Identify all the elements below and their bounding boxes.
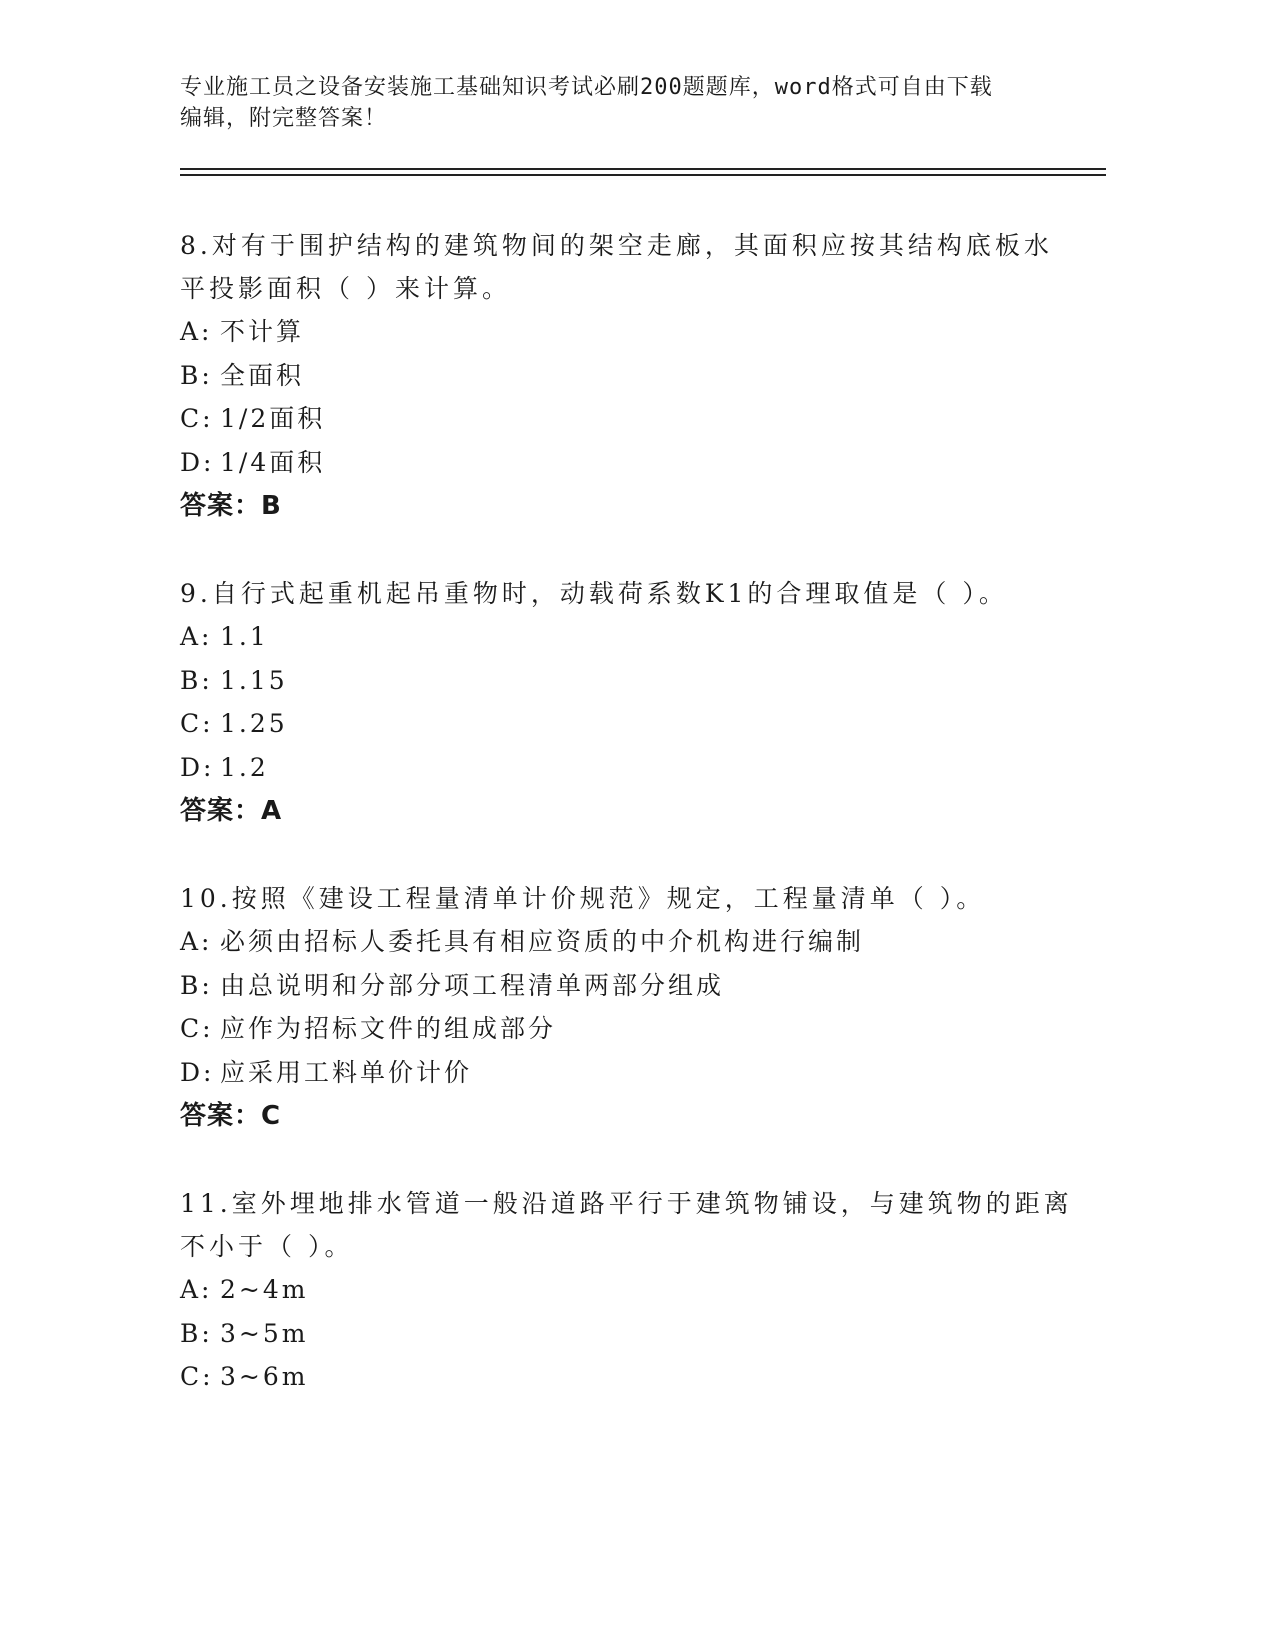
question-text: 9.自行式起重机起吊重物时，动载荷系数K1的合理取值是（ ）。 — [180, 579, 1008, 608]
option-text: 1/4面积 — [220, 447, 326, 477]
header-line-1: 专业施工员之设备安装施工基础知识考试必刷200题题库，word格式可自由下载 — [180, 75, 993, 100]
option-text: 应采用工料单价计价 — [220, 1057, 473, 1087]
option-key: B: — [180, 970, 213, 1000]
option-b — [180, 659, 1080, 703]
header-line-2: 编辑，附完整答案！ — [180, 106, 388, 131]
option-text: 1.1 — [220, 622, 269, 651]
option-key: A: — [180, 622, 213, 651]
question-9 — [180, 572, 1080, 833]
answer-line: 答案：A — [180, 796, 283, 826]
option-text: 1.2 — [220, 752, 269, 782]
option-text: 2~4m — [220, 1275, 309, 1304]
option-key: A: — [180, 1275, 213, 1304]
option-text: 1.25 — [220, 709, 288, 738]
option-key: B: — [180, 360, 213, 390]
option-key: A: — [180, 317, 213, 346]
option-text: 1.15 — [220, 665, 288, 695]
option-c — [180, 1355, 1080, 1399]
option-text: 应作为招标文件的组成部分 — [220, 1014, 557, 1043]
option-key: D: — [180, 447, 215, 477]
question-text: 10.按照《建设工程量清单计价规范》规定，工程量清单（ ）。 — [180, 884, 986, 913]
option-b — [180, 1312, 1080, 1356]
question-list — [180, 224, 1080, 1443]
option-key: C: — [180, 1014, 214, 1043]
option-text: 全面积 — [220, 360, 305, 390]
option-b — [180, 964, 1080, 1008]
option-key: C: — [180, 1362, 214, 1391]
question-text: 11.室外埋地排水管道一般沿道路平行于建筑物铺设，与建筑物的距离 — [180, 1189, 1073, 1218]
option-d — [180, 441, 1080, 485]
option-key: C: — [180, 709, 214, 738]
option-key: D: — [180, 1057, 215, 1087]
option-text: 1/2面积 — [220, 404, 326, 433]
option-text: 3~5m — [220, 1318, 309, 1348]
option-d — [180, 1051, 1080, 1095]
question-text-continued: 平投影面积（ ）来计算。 — [180, 274, 511, 303]
option-text: 3~6m — [220, 1362, 309, 1391]
question-text-continued: 不小于（ ）。 — [180, 1232, 354, 1261]
option-a — [180, 310, 1080, 354]
option-text: 必须由招标人委托具有相应资质的中介机构进行编制 — [220, 927, 865, 956]
option-c — [180, 702, 1080, 746]
option-key: D: — [180, 752, 215, 782]
question-10 — [180, 877, 1080, 1138]
option-a — [180, 920, 1080, 964]
question-text: 8.对有于围护结构的建筑物间的架空走廊，其面积应按其结构底板水 — [180, 231, 1053, 260]
header-rule-top — [180, 168, 1106, 170]
answer-line: 答案：B — [180, 491, 282, 521]
option-b — [180, 354, 1080, 398]
option-key: B: — [180, 665, 213, 695]
document-header — [180, 72, 1060, 134]
answer-line: 答案：C — [180, 1101, 282, 1131]
option-c — [180, 1007, 1080, 1051]
question-8 — [180, 224, 1080, 528]
option-a — [180, 1268, 1080, 1312]
option-text: 由总说明和分部分项工程清单两部分组成 — [220, 970, 725, 1000]
option-c — [180, 397, 1080, 441]
option-key: C: — [180, 404, 214, 433]
option-a — [180, 615, 1080, 659]
option-d — [180, 746, 1080, 790]
option-key: B: — [180, 1318, 213, 1348]
option-key: A: — [180, 927, 213, 956]
option-text: 不计算 — [220, 317, 305, 346]
question-11 — [180, 1182, 1080, 1399]
header-rule-bottom — [180, 174, 1106, 176]
